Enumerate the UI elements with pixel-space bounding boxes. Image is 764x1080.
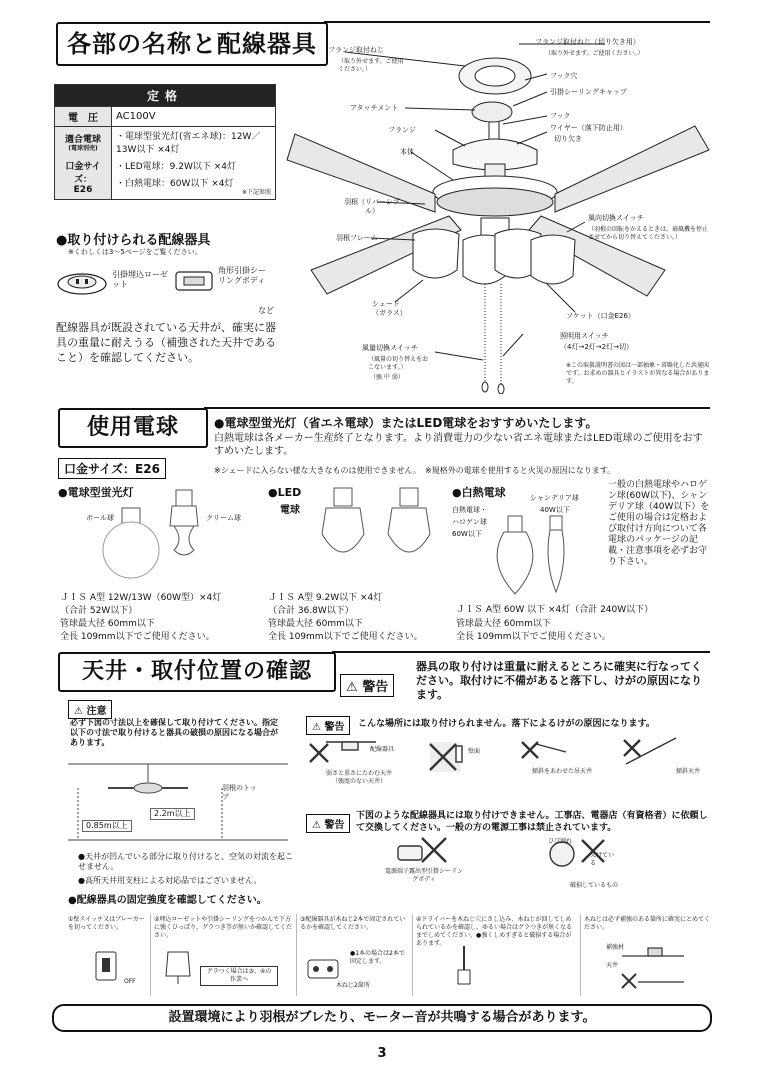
label-wire: ワイヤー（落下防止用） [550,124,627,132]
label-light-switch: 照明用スイッチ [560,332,609,340]
illustration-note: ※この取扱説明書の図は一部抽象・省略化した共通図です。お求めの器具とイラストが異なる場合があります。 [566,362,710,385]
fixtures-note: ※くわしくは3〜5ページをご覧ください。 [68,248,202,256]
warning-label-2-text: 警告 [324,722,345,733]
warning-triangle-icon-3: ⚠ [312,820,321,831]
led-heading: ●LED [268,486,302,499]
led-spec4: 全長 109mm以下でご使用ください。 [268,632,423,642]
base-size-box: 口金サイズ：E26 [58,458,166,479]
rosette-illustration [56,262,116,302]
label-shade: シェード（ガラス） [372,300,407,317]
incan-chand-w: 40W以下 [540,506,570,514]
caution-triangle-icon: ⚠ [74,706,83,717]
spec-value-led: ・LED電球：9.2W以下 ×4灯 [112,157,276,174]
label-blade-top: 羽根のトップ [222,784,257,801]
spec-bulb-sub: (電球別売) [68,144,98,152]
warning-main-text: 器具の取り付けは重量に耐えるところに確実に行なってください。取付けに不備があると落下し、けがの原因になります。 [416,660,702,701]
bulb-headline: ●電球型蛍光灯（省エネ電球）またはLED電球をおすすめいたします。 [214,416,598,430]
led-spec3: 管球最大径 60mm以下 [268,619,363,629]
cfl-spec4: 全長 109mm以下でご使用ください。 [60,632,215,642]
label-light-switch-levels: （4灯→2灯→2灯→切） [560,343,633,351]
label-blade: 羽根（リバーシブル） [344,198,400,215]
incan-sub3: 60W以下 [452,530,482,538]
cfl-heading: ●電球型蛍光灯 [58,486,134,499]
step-2: ②埋込ローゼットや引掛シーリングをつかんで下方に強くひっぱり、グラつき等が無いか確認してください。 [154,916,293,939]
warning-label-2 [306,716,350,735]
cfl-spec3: 管球最大径 60mm以下 [60,619,155,629]
incan-spec1: ＪＩＳ A型 60W 以下 ×4灯（合計 240W以下） [456,605,654,615]
dim-085: 0.85m以上 [82,820,132,832]
label-flange-screw-note: （取り外せます。ご使用ください。） [338,58,404,73]
warning-label-3-text: 警告 [324,820,345,831]
section1-title: 各部の名称と配線器具 [56,22,328,66]
place-2: 壁面 [468,748,481,755]
label-ceiling-cap: 引掛シーリングキャップ [550,88,627,96]
step-3: ③配線器具が木ねじ2本で固定されているかを確認してください。 [300,916,406,931]
caution-label [68,700,112,719]
confirm-text: 配線器具が既設されている天井が、確実に器具の重量に耐えうる（補強された天井であること）を確認してください。 [56,321,276,364]
dim-22: 2.2m以上 [150,808,195,820]
fixture-body-label: 角形引掛シーリングボディ [218,266,266,285]
section3-rule [332,651,710,653]
label-hook-hole: フック穴 [550,72,578,80]
bulb-warning: ※シェードに入らない様な大きなものは使用できません。 ※規格外の電球を使用すると火災の原因になります。 [214,466,616,475]
dev-2: ひび割れ [548,838,573,845]
spec-label-bulb [55,127,112,200]
place-3: 傾斜をあわせた吊天井 [532,768,593,775]
spec-table [54,84,276,200]
off-label: OFF [124,978,136,985]
label-attachment: アタッチメント [350,104,399,112]
spec-value-cfl: ・電球型蛍光灯(省エネ球)：12W／13W以下 ×4灯 [112,127,276,158]
screw-ok: ●1本の場合は2本で固定します。 [350,950,405,965]
label-flange: フランジ [388,126,416,134]
bulb-intro: 白熱電球は各メーカー生産終了となります。より消費電力の少ない省エネ電球またはLED電球のご使用をおすすめいたします。 [214,433,703,457]
label-hook: フック [550,112,571,120]
section3-title: 天井・取付位置の確認 [58,652,336,692]
spec-incan-text: ・白熱電球：60W以下 ×4灯 [116,179,234,189]
ceil-label: 天井 [606,962,619,969]
dev-1: 電源端子露出型引掛シーリングボディ [384,868,463,883]
bottom-note: 設置環境により羽根がブレたり、モーター音が共鳴する場合があります。 [52,1004,712,1032]
place-1: 配線器具 [370,746,395,753]
warning-triangle-icon-2: ⚠ [312,722,321,733]
fix-heading: ●配線器具の固定強度を確認してください。 [68,895,267,906]
led-sub: 電球 [280,505,300,516]
fixture-rosette-label: 引掛埋込ローゼット [112,270,168,289]
spec-footnote: ※下記参照 [241,189,271,196]
beam-label: 補強材 [606,944,625,951]
beam-mount-icon [618,942,688,994]
place-4: 傾斜天井 [676,768,701,775]
spec-header: 定格 [55,85,276,107]
incan-spec3: 管球最大径 60mm以下 [456,619,551,629]
label-air-switch-levels: （強 中 弱） [370,374,404,381]
fixture-etc: など [258,306,274,315]
incan-spec4: 全長 109mm以下でご使用ください。 [456,632,611,642]
incan-note: 一般の白熱電球やハロゲン球(60W以下)、シャンデリア球（40W以下）をご使用の場合は定格および取付け方向について各電球のパッケージの記載・注意事項を必ずお守り下さい。 [608,480,710,567]
warning-label-text: 警告 [362,680,389,695]
spec-value-voltage: AC100V [112,107,276,127]
incan-chand: シャンデリア球 [530,494,579,502]
dev-3: 欠けている [590,852,615,867]
warning-label-3 [306,814,350,833]
step-1: ①壁スイッチ又はブレーカーを切ってください。 [68,916,145,931]
spec-bulb-label: 適合電球 [64,134,101,145]
hand-pull-icon [160,946,200,986]
led-spec2: （合計 36.8W以下） [268,606,354,616]
forbidden-places-illustration [306,736,710,796]
warning-triangle-icon: ⚠ [346,680,358,695]
warn3-text: 下図のような配線器具には取り付けできません。工事店、電器店（有資格者）に依頼して交換してください。一般の方の電源工事は禁止されています。 [356,811,708,833]
label-socket: ソケット（口金E26） [566,312,635,320]
ceiling-body-illustration [172,266,216,296]
warn2-text: こんな場所には取り付けられません。落下によるけがの原因になります。 [358,719,655,729]
spec-value-incan [112,174,276,200]
cfl-bulbs-illustration [100,486,260,586]
incan-sub2: ハロゲン球 [452,518,487,526]
incan-bulbs-illustration [490,512,590,602]
section2-rule [204,407,710,409]
spec-base-label: 口金サイズ： [65,161,101,185]
label-air-switch-note: （風量の切り替えをおこないます。） [368,356,429,371]
label-flange-screw-cut-note: （取り外せます。ご使用ください。） [545,50,644,57]
screw-device-icon [304,952,344,986]
page-number: 3 [377,1046,387,1061]
caution-text: 必ず下図の寸法以上を確保して取り付けてください。指定以下の寸法で取り付けると器具の破損の原因になる場合があります。 [70,718,278,747]
led-spec1: ＪＩＳ A型 9.2W以下 ×4灯 [268,593,383,603]
label-direction-switch: 風向切換スイッチ [588,214,644,222]
section1-rule [324,21,710,23]
screwdriver-icon [440,942,490,988]
screw-label: 木ねじ2箇所 [336,982,370,989]
step-5: 木ねじは必ず補強のある箇所に確実にとめてください。 [584,916,711,931]
fixtures-heading: ●取り付けられる配線器具 [56,233,211,248]
label-flange-screw-cut: フランジ取付ねじ（切り欠き用） [535,38,640,46]
section2-title: 使用電球 [58,408,208,448]
label-flange-screw: フランジ取付ねじ [328,46,384,54]
label-blade-frame: 羽根フレーム [336,234,378,242]
caution-label-text: 注意 [86,706,107,717]
label-body: 本体 [400,148,414,156]
grat-box: グラつく場合は③、④の作業へ [200,966,278,986]
incan-heading: ●白熱電球 [452,486,506,499]
note-1: ●天井が凹んでいる部分に取り付けると、空気の対流を起こせません。 [78,852,293,871]
spec-label-voltage: 電 圧 [55,107,112,127]
incan-sub1: 白熱電球・ [452,506,487,514]
dev-4: 破損しているもの [570,882,619,889]
led-bulbs-illustration [312,484,442,574]
step-4: ④ドライバーを木ねじ穴にさし込み、木ねじが回してしめられているかを確認し、ゆるい場合はグラつきが無くなるまでしめてください。●強くしめすぎると破損する場合があります。 [416,916,573,947]
label-direction-note: （羽根の回転をかえるときは、扇風機を停止させてから切り替えてください。） [588,226,709,241]
cfl-cream-label: クリーム球 [206,514,241,522]
place-1b: 弱さと重さにたわむ天井（強度のない天井） [325,770,392,785]
label-air-switch: 風量切換スイッチ [362,344,418,352]
spec-base-sub: E26 [73,184,93,195]
cfl-spec1: ＪＩＳ A型 12W/13W（60W型）×4灯 [60,593,222,603]
warning-label-main [340,674,394,697]
note-2: ●高所天井用支柱による対応品ではございません。 [78,876,262,885]
label-notch: 切り欠き [554,135,582,143]
cfl-ball-label: ボール球 [86,514,114,522]
cfl-spec2: （合計 52W以下） [60,606,138,616]
